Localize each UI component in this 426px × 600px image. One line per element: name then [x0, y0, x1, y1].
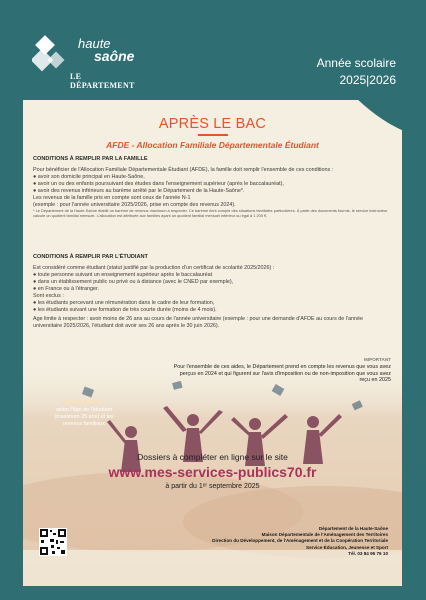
logo-text-saone: saône [94, 48, 135, 64]
qr-code-icon[interactable] [39, 528, 67, 556]
school-year [317, 55, 396, 89]
family-item: ● avoir des revenus inférieurs au barème arrêté par le Département de la Haute-Saône*. [33, 188, 245, 194]
family-item-text: avoir des revenus inférieurs au barème arrêté par le Département de la Haute-Saône*. [37, 188, 245, 194]
school-year-label: Année scolaire [316, 56, 396, 70]
family-item-text: avoir un ou des enfants poursuivant des études dans l'enseignement supérieur (après le baccalauréat), [37, 181, 284, 187]
important-notice [173, 357, 391, 384]
amount-badge [53, 400, 115, 428]
family-heading: CONDITIONS À REMPLIR PAR LA FAMILLE [33, 156, 148, 162]
student-conditions [33, 254, 393, 330]
amount-detail: selon l'âge de l'étudiant (maximum 25 ans) et les revenus familiaux [54, 407, 114, 427]
important-text: Pour l'ensemble de ces aides, le Département prend en compte les revenus que vous avez perçus en 2024 et qui figurent sur l'avis d'imposition ou de non-imposition que vous avez reçu en 2025 [173, 363, 391, 384]
footer-phone: Tél. 03 84 95 76 10 [348, 550, 388, 556]
student-heading: CONDITIONS À REMPLIR PAR L'ÉTUDIANT [33, 254, 148, 260]
cta-date: à partir du 1ᵉʳ septembre 2025 [165, 483, 260, 490]
logo-text-departement: LE DÉPARTEMENT [70, 72, 135, 90]
logo-text-haute: haute [78, 36, 111, 51]
family-revenus: Les revenus de la famille pris en compte sont ceux de l'année N-1 [33, 195, 191, 201]
department-logo [32, 32, 142, 92]
student-item: ● en France ou à l'étranger. [33, 286, 100, 292]
content-panel [23, 100, 402, 586]
excluded-item-text: les étudiants suivant une formation de très courte durée (moins de 4 mois). [37, 307, 217, 313]
family-exemple: (exemple : pour l'année universitaire 2025/2026, prise en compte des revenus 2024). [33, 202, 236, 208]
family-item-text: avoir son domicile principal en Haute-Saône, [37, 174, 145, 180]
student-item-text: toute personne suivant un enseignement supérieur après le baccalauréat [37, 272, 213, 278]
footer-line: Maison Départementale de l'Aménagement des Territoires [261, 532, 388, 538]
student-item: ● toute personne suivant un enseignement supérieur après le baccalauréat [33, 272, 213, 278]
excluded-item-text: les étudiants percevant une rémunération dans le cadre de leur formation, [37, 300, 215, 306]
family-item: ● avoir un ou des enfants poursuivant des études dans l'enseignement supérieur (après le baccalauréat), [33, 181, 284, 187]
cta-intro: Dossiers à compléter en ligne sur le site [137, 452, 288, 462]
logo-mark-icon [32, 34, 72, 74]
student-item-text: en France ou à l'étranger. [37, 286, 100, 292]
student-item: ● dans un établissement public ou privé ou à distance (avec le CNED par exemple), [33, 279, 234, 285]
contact-footer [198, 526, 388, 557]
excluded-item: ● les étudiants suivant une formation de très courte durée (moins de 4 mois). [33, 307, 217, 313]
age-limit: Age limite à respecter : avoir moins de 26 ans au cours de l'année universitaire (exemple : pour une demande d'AFDE au cours de l'année universitaire 2025/2026, l'étudiant doit avoir ses 26 ans après le 30 juin 2026). [33, 316, 364, 329]
family-conditions [33, 156, 393, 218]
family-note: * Le Département de la Haute-Saône établit un barème de revenus maximum à respecter. Ce barème tient compte des situations familiales particulières. À partir des documents fournis, le service instructeur calcule un quotient familial mensuel. L'allocation est attribuée aux familles ayant un quotient familial mensuel inférieur ou égal à 1 200 €. [33, 208, 388, 218]
excluded-item: ● les étudiants percevant une rémunération dans le cadre de leur formation, [33, 300, 215, 306]
page-subtitle: AFDE - Allocation Familiale Départementale Étudiant [106, 140, 319, 150]
website-link[interactable]: www.mes-services-publics70.fr [108, 464, 317, 480]
school-year-value: 2025|2026 [339, 73, 396, 87]
excluded-label: Sont exclus : [33, 293, 64, 299]
footer-line: Département de la Haute-Saône [318, 526, 388, 531]
family-item: ● avoir son domicile principal en Haute-Saône, [33, 174, 145, 180]
student-intro: Est considéré comme étudiant (statut justifié par la production d'un certificat de scolarité 2025/2026) : [33, 265, 275, 271]
important-label: IMPORTANT [364, 357, 391, 362]
amount-range: De 150 à 600 € [65, 400, 103, 406]
title-underline [198, 134, 228, 136]
footer-line: Service Éducation, Jeunesse et Sport [306, 544, 388, 550]
online-application [23, 452, 402, 490]
page-title: APRÈS LE BAC [158, 116, 267, 132]
footer-line: Direction du Développement, de l'Aménagement et de la Coopération Territoriale [212, 538, 388, 544]
student-item-text: dans un établissement public ou privé ou à distance (avec le CNED par exemple), [37, 279, 234, 285]
family-intro: Pour bénéficier de l'Allocation Familiale Départementale Étudiant (AFDE), la famille doit remplir l'ensemble de ces conditions : [33, 167, 334, 173]
